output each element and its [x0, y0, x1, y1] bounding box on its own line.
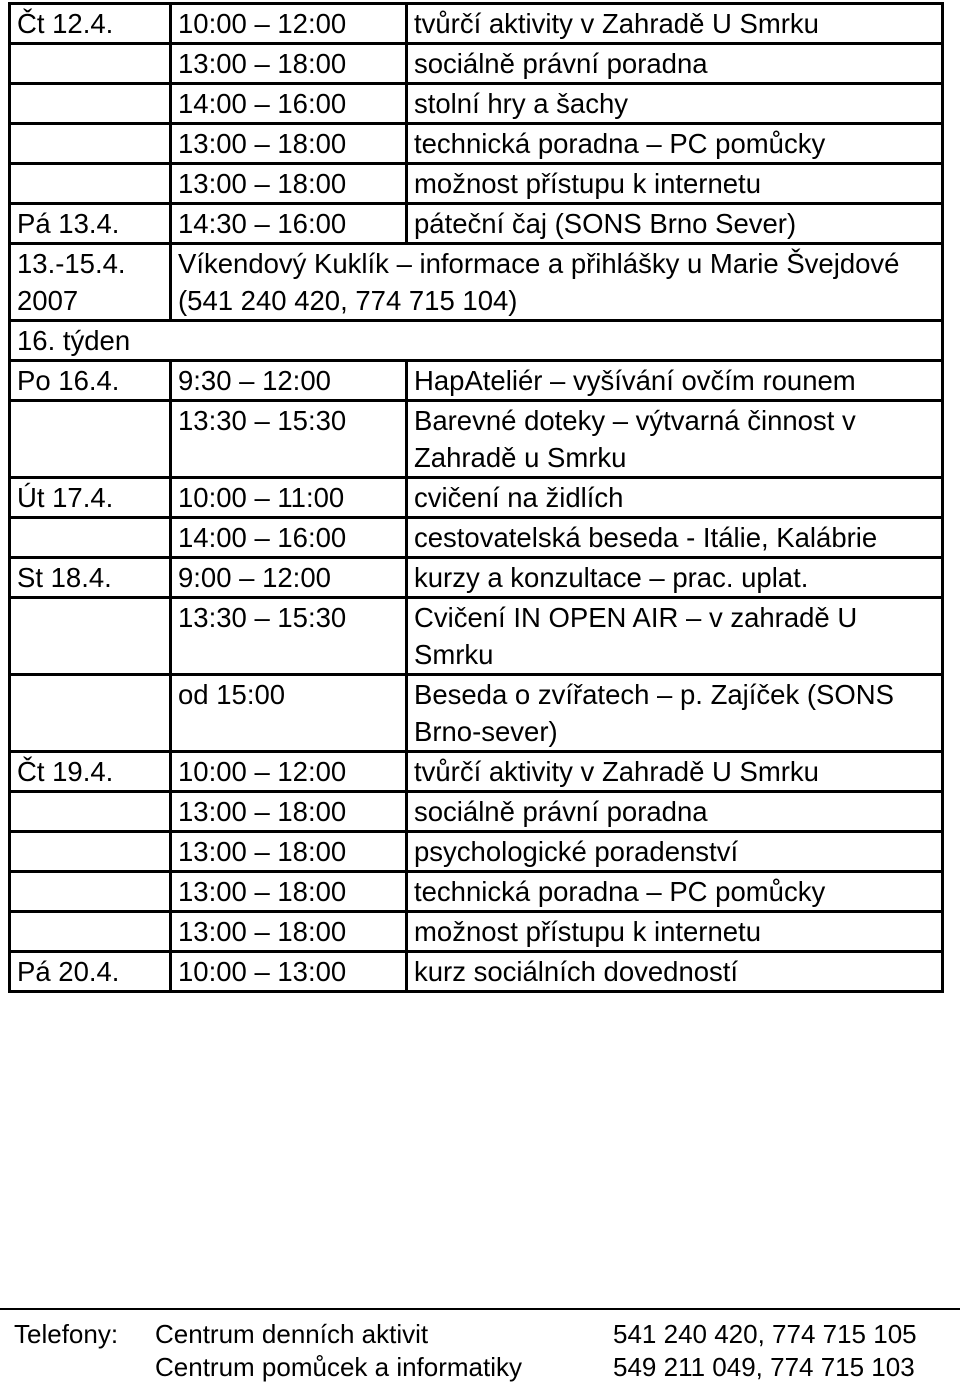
program-row: [10, 401, 943, 478]
activity-cell: tvůrčí aktivity v Zahradě U Smrku: [407, 4, 943, 44]
activity-cell: tvůrčí aktivity v Zahradě U Smrku: [407, 752, 943, 792]
activity-cell: technická poradna – PC pomůcky: [407, 124, 943, 164]
activity-cell: HapAteliér – vyšívání ovčím rounem: [407, 361, 943, 401]
day-cell: [10, 872, 171, 912]
day-cell: Po 16.4.: [10, 361, 171, 401]
activity-cell: cvičení na židlích: [407, 478, 943, 518]
time-cell: 13:00 – 18:00: [171, 912, 407, 952]
program-row: [10, 872, 943, 912]
weekend-year: 2007: [17, 285, 79, 316]
program-row: [10, 675, 943, 752]
activity-cell: Barevné doteky – výtvarná činnost v Zahradě u Smrku: [407, 401, 943, 478]
program-row: [10, 44, 943, 84]
program-row: [10, 752, 943, 792]
program-row: [10, 792, 943, 832]
time-cell: 10:00 – 12:00: [171, 4, 407, 44]
activity-cell: Beseda o zvířatech – p. Zajíček (SONS Brno-sever): [407, 675, 943, 752]
day-cell: [10, 832, 171, 872]
weekend-date-cell: [10, 244, 171, 321]
footer-contact-phones: 549 211 049, 774 715 103: [613, 1352, 915, 1382]
time-cell: 13:30 – 15:30: [171, 401, 407, 478]
time-cell: 14:00 – 16:00: [171, 84, 407, 124]
time-cell: 10:00 – 12:00: [171, 752, 407, 792]
program-table: [8, 2, 944, 993]
program-row: [10, 204, 943, 244]
time-cell: 13:00 – 18:00: [171, 792, 407, 832]
activity-cell: Cvičení IN OPEN AIR – v zahradě U Smrku: [407, 598, 943, 675]
activity-cell: kurz sociálních dovedností: [407, 952, 943, 992]
day-cell: Út 17.4.: [10, 478, 171, 518]
program-row: [10, 164, 943, 204]
activity-cell: kurzy a konzultace – prac. uplat.: [407, 558, 943, 598]
program-row: [10, 952, 943, 992]
footer-label: Telefony:: [14, 1319, 119, 1349]
time-cell: 13:00 – 18:00: [171, 164, 407, 204]
footer-contact-phones: 541 240 420, 774 715 105: [613, 1319, 917, 1349]
activity-cell: stolní hry a šachy: [407, 84, 943, 124]
day-cell: [10, 792, 171, 832]
day-cell: [10, 675, 171, 752]
time-cell: od 15:00: [171, 675, 407, 752]
day-cell: [10, 912, 171, 952]
program-row: [10, 4, 943, 44]
footer-contact-name: Centrum denních aktivit: [155, 1319, 429, 1349]
activity-cell: technická poradna – PC pomůcky: [407, 872, 943, 912]
time-cell: 13:00 – 18:00: [171, 124, 407, 164]
day-cell: Pá 13.4.: [10, 204, 171, 244]
program-row: [10, 84, 943, 124]
activity-cell: páteční čaj (SONS Brno Sever): [407, 204, 943, 244]
day-cell: [10, 598, 171, 675]
program-row: [10, 598, 943, 675]
weekend-text: Víkendový Kuklík – informace a přihlášky u Marie Švejdové (541 240 420, 774 715 104): [171, 244, 943, 321]
program-row: [10, 832, 943, 872]
program-first-block: [10, 4, 943, 244]
weekend-date: 13.-15.4.: [17, 248, 126, 279]
day-cell: Čt 19.4.: [10, 752, 171, 792]
day-cell: [10, 401, 171, 478]
day-cell: [10, 44, 171, 84]
footer-row: [0, 1310, 960, 1349]
activity-cell: možnost přístupu k internetu: [407, 912, 943, 952]
activity-cell: sociálně právní poradna: [407, 792, 943, 832]
program-row: [10, 361, 943, 401]
day-cell: Pá 20.4.: [10, 952, 171, 992]
time-cell: 13:30 – 15:30: [171, 598, 407, 675]
program-week-block: [10, 361, 943, 992]
time-cell: 13:00 – 18:00: [171, 872, 407, 912]
time-cell: 10:00 – 13:00: [171, 952, 407, 992]
activity-cell: sociálně právní poradna: [407, 44, 943, 84]
week-heading-row: [10, 321, 943, 361]
day-cell: [10, 84, 171, 124]
day-cell: [10, 164, 171, 204]
time-cell: 14:30 – 16:00: [171, 204, 407, 244]
activity-cell: psychologické poradenství: [407, 832, 943, 872]
program-row: [10, 478, 943, 518]
time-cell: 9:00 – 12:00: [171, 558, 407, 598]
activity-cell: cestovatelská beseda - Itálie, Kalábrie: [407, 518, 943, 558]
activity-cell: možnost přístupu k internetu: [407, 164, 943, 204]
day-cell: [10, 518, 171, 558]
footer-contact-name: Centrum pomůcek a informatiky: [155, 1352, 523, 1382]
program-row: [10, 518, 943, 558]
day-cell: St 18.4.: [10, 558, 171, 598]
day-cell: [10, 124, 171, 164]
week-heading: 16. týden: [10, 321, 943, 361]
weekend-block: [10, 244, 943, 321]
program-row: [10, 124, 943, 164]
contact-footer: [0, 1308, 960, 1382]
footer-row: [0, 1343, 960, 1382]
time-cell: 9:30 – 12:00: [171, 361, 407, 401]
week-heading-block: [10, 321, 943, 361]
time-cell: 10:00 – 11:00: [171, 478, 407, 518]
weekend-row: [10, 244, 943, 321]
time-cell: 13:00 – 18:00: [171, 832, 407, 872]
day-cell: Čt 12.4.: [10, 4, 171, 44]
program-row: [10, 558, 943, 598]
time-cell: 14:00 – 16:00: [171, 518, 407, 558]
program-row: [10, 912, 943, 952]
time-cell: 13:00 – 18:00: [171, 44, 407, 84]
